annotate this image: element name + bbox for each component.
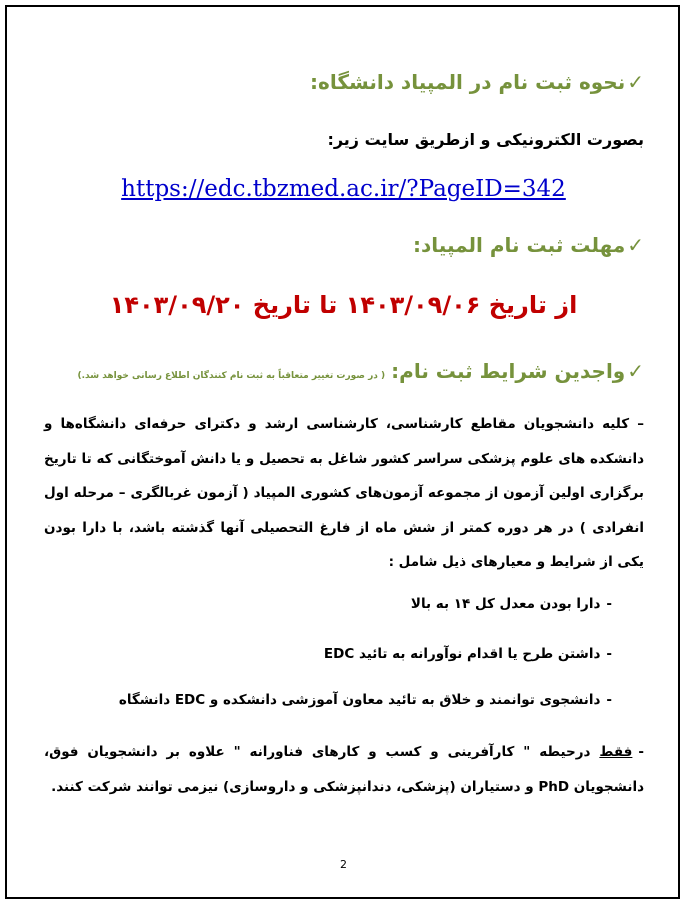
check-mark-icon: ✓	[627, 233, 644, 257]
list-dash: -	[606, 646, 612, 662]
list-dash: -	[606, 692, 612, 708]
registration-date-range: از تاریخ ۱۴۰۳/۰۹/۰۶ تا تاریخ ۱۴۰۳/۰۹/۲۰	[109, 291, 578, 319]
final-text: درحیطه " کارآفرینی و کسب و کارهای فناورانه " علاوه بر دانشجویان فوق، دانشجویان PhD و دستیاران (پزشکی، دندانپزشکی و داروسازی) نیزمی توانند شرکت کنند.	[44, 744, 644, 795]
eligibility-note: ( در صورت تغییر متعاقباً به ثبت نام کنندگان اطلاع رسانی خواهد شد.)	[77, 371, 386, 381]
list-item-text: دارا بودن معدل کل ۱۴ به بالا	[410, 596, 601, 612]
heading-registration-method	[0, 70, 644, 94]
heading-eligibility	[0, 359, 644, 383]
eligibility-paragraph: – کلیه دانشجویان مقاطع کارشناسی، کارشناسی ارشد و دکترای حرفه‌ای دانشگاه‌ها و دانشکده های علوم پزشکی سراسر کشور شاغل به تحصیل و یا دانش آموختگانی که تا تاریخ برگزاری اولین آزمون از مجموعه آزمون‌های کشوری المپیاد ( آزمون غربالگری – مرحله اول انفرادی ) در هر دوره کمتر از شش ماه از فارغ التحصیلی آنها گذشته باشد، با دارا بودن یکی از شرایط و معیارهای ذیل شامل :	[44, 416, 644, 570]
heading-deadline-text: مهلت ثبت نام المپیاد:	[413, 233, 626, 257]
final-dash: -	[638, 744, 644, 760]
heading-registration-method-text: نحوه ثبت نام در المپیاد دانشگاه:	[310, 70, 626, 94]
page-number: 2	[340, 858, 347, 871]
registration-link[interactable]: https://edc.tbzmed.ac.ir/?PageID=342	[121, 176, 566, 202]
check-mark-icon: ✓	[627, 359, 644, 383]
link-container	[0, 176, 687, 202]
list-item	[324, 646, 612, 662]
subtitle-electronic: بصورت الکترونیکی و ازطریق سایت زیر:	[327, 130, 644, 149]
list-item-text: دانشجوی توانمند و خلاق به تائید معاون آموزشی دانشکده و EDC دانشگاه	[118, 692, 601, 708]
final-emphasis: فقط	[599, 744, 633, 760]
check-mark-icon: ✓	[627, 70, 644, 94]
list-item	[411, 596, 612, 612]
list-item-text: داشتن طرح یا اقدام نوآورانه به تائید EDC	[323, 646, 601, 662]
list-item	[119, 692, 612, 708]
heading-deadline	[0, 233, 644, 257]
heading-eligibility-text: واجدین شرایط ثبت نام:	[391, 359, 626, 383]
final-paragraph	[44, 735, 644, 804]
list-dash: -	[606, 596, 612, 612]
